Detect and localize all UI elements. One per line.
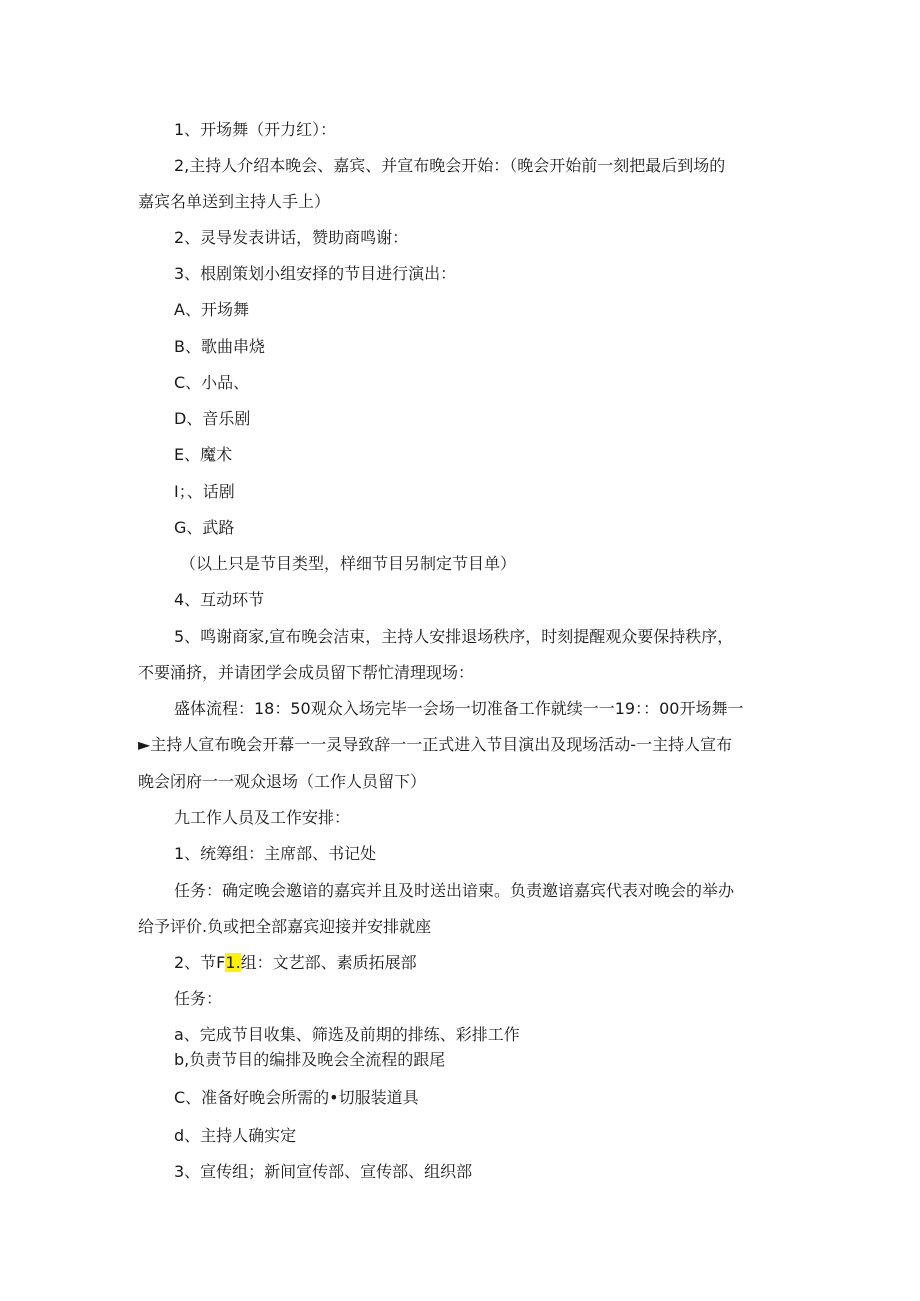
program-task-label: 任务：	[174, 989, 223, 1008]
group-program-prefix: 2、节F	[174, 953, 226, 972]
group-program	[174, 953, 417, 973]
program-type-a: A、开场舞	[174, 300, 249, 319]
coordination-task-cont: 给予评价.负或把全部嘉宾迎接并安排就座	[138, 917, 432, 936]
item-performances: 3、根剧策划小组安择的节目进行演出：	[174, 264, 457, 283]
item-opening-dance: 1、开场舞（开力红）：	[174, 120, 337, 139]
program-type-b: B、歌曲串烧	[174, 337, 265, 356]
item-closing: 5、鸣谢商家,宣布晚会洁束，主持人安排退场秩序，时刻提醒观众要保持秩序，	[174, 627, 734, 646]
program-type-d: D、音乐剧	[174, 409, 251, 428]
program-task-d: d、主持人确实定	[174, 1126, 297, 1145]
program-task-a: a、完成节目收集、筛选及前期的排练、彩排工作	[174, 1025, 520, 1044]
item-interaction: 4、互动环节	[174, 590, 265, 609]
item-closing-cont: 不要涌挤，并请团学会成员留下帮忙清理现场：	[138, 663, 475, 682]
program-type-g: G、武路	[174, 518, 235, 537]
item-host-intro: 2,主持人介绍本晚会、嘉宾、并宣布晚会开始：（晚会开始前一刻把最后到场的	[174, 156, 726, 175]
highlighted-text: 1.	[225, 953, 241, 972]
item-leader-speech: 2、灵导发表讲话，赞助商鸣谢：	[174, 228, 409, 247]
program-type-f: I；、话剧	[174, 482, 235, 501]
program-task-b: b,负责节目的编排及晚会全流程的跟尾	[174, 1050, 446, 1069]
program-task-c: C、准备好晚会所需的•切服装道具	[174, 1088, 419, 1107]
coordination-task: 任务：确定晚会邀谙的嘉宾并且及时送出谙柬。负责邀谙嘉宾代表对晚会的举办	[174, 881, 735, 900]
group-coordination: 1、统筹组：主席部、书记处	[174, 844, 377, 863]
section-staff-heading: 九工作人员及工作安排：	[174, 808, 351, 827]
program-note: （以上只是节目类型，样细节目另制定节目单）	[180, 554, 517, 573]
program-type-e: E、魔术	[174, 445, 233, 464]
program-type-c: C、小品、	[174, 373, 250, 392]
group-publicity: 3、宣传组；新间宣传部、宣传部、组织部	[174, 1162, 473, 1181]
overall-flow-cont-1: ►主持人宣布晚会开幕一一灵导致辞一一正式进入节目演出及现场活动-一主持人宣布	[138, 735, 733, 754]
overall-flow-cont-2: 晚会闭府一一观众退场（工作人员留下）	[138, 772, 427, 791]
overall-flow: 盛体流程：18：50观众入场完毕一会场一切准备工作就续一一19：：00开场舞一	[174, 699, 744, 718]
group-program-suffix: 组：文艺部、素质拓展部	[240, 953, 417, 972]
item-host-intro-cont: 嘉宾名单送到主持人手上）	[138, 192, 331, 211]
